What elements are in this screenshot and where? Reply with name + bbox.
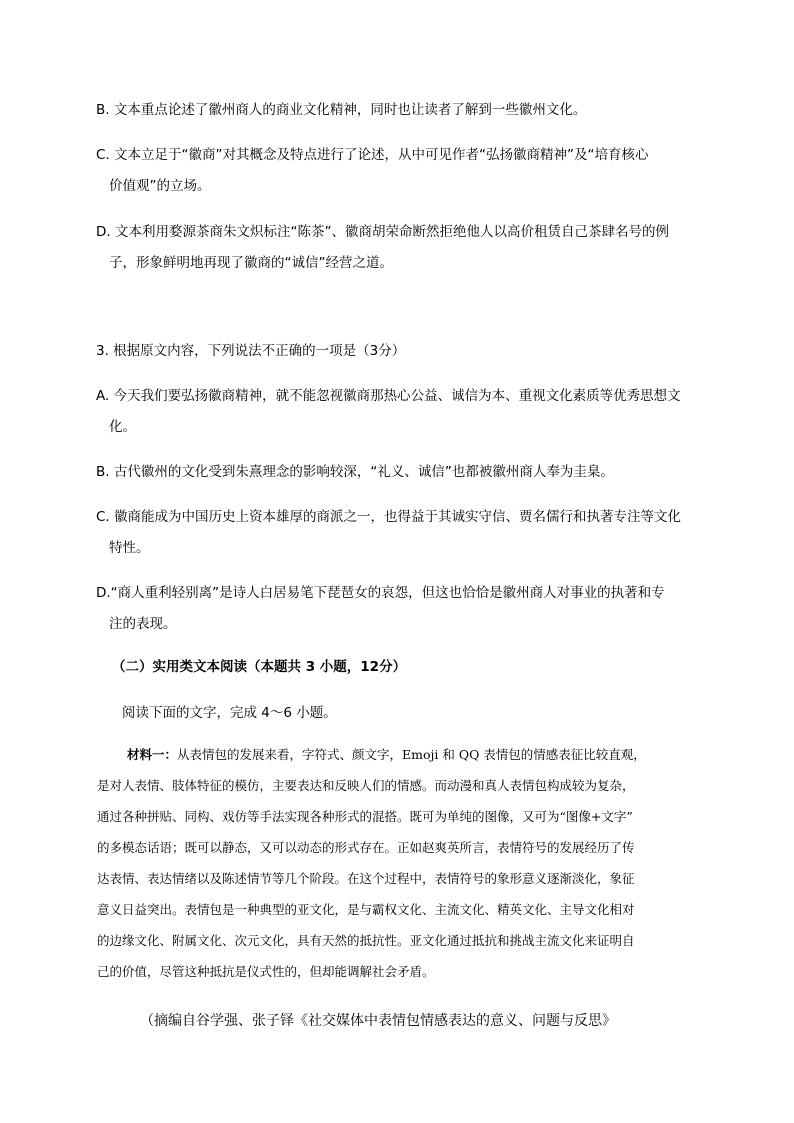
- section-intro: 阅读下面的文字，完成 4～6 小题。: [122, 705, 337, 721]
- section-heading: （二）实用类文本阅读（本题共 3 小题，12分）: [112, 659, 407, 675]
- material-one-source: （摘编自谷学强、张子铎《社交媒体中表情包情感表达的意义、问题与反思》: [140, 1013, 616, 1029]
- q3-option-a-line1: A. 今天我们要弘扬徽商精神，就不能忽视徽商那热心公益、诚信为本、重视文化素质等优秀思想文: [96, 388, 681, 404]
- material-one-line: 达表情、表达情绪以及陈述情节等几个阶段。在这个过程中，表情符号的象形意义逐渐淡化，象征: [97, 871, 635, 886]
- q2-option-c-line2: 价值观”的立场。: [109, 178, 211, 194]
- q2-option-d-line1: D. 文本利用婺源茶商朱文炽标注“陈茶”、徽商胡荣命断然拒绝他人以高价租赁自己茶肆名号的例: [96, 224, 669, 240]
- material-one-line: 的多模态话语；既可以静态，又可以动态的形式存在。正如赵爽英所言，表情符号的发展经历了传: [97, 840, 635, 855]
- q2-option-b: B. 文本重点论述了徽州商人的商业文化精神，同时也让读者了解到一些徽州文化。: [96, 102, 587, 118]
- q3-option-d-line1: D.“商人重利轻别离”是诗人白居易笔下琵琶女的哀怨，但这也恰恰是徽州商人对事业的执著和专: [96, 585, 665, 601]
- q2-option-c-line1: C. 文本立足于“徽商”对其概念及特点进行了论述，从中可见作者“弘扬徽商精神”及“培育核心: [96, 147, 649, 163]
- material-one-line: 意义日益突出。表情包是一种典型的亚文化，是与霸权文化、主流文化、精英文化、主导文化相对: [97, 902, 635, 917]
- q3-stem: 3. 根据原文内容，下列说法不正确的一项是（3分）: [96, 343, 406, 359]
- q3-option-b: B. 古代徽州的文化受到朱熹理念的影响较深，“礼义、诚信”也都被徽州商人奉为圭臬。: [96, 464, 614, 480]
- q3-option-d-line2: 注的表现。: [109, 616, 177, 632]
- material-one-line: 通过各种拼贴、同构、戏仿等手法实现各种形式的混搭。既可为单纯的图像，又可为“图像+文字”: [97, 809, 633, 824]
- material-one-line: 是对人表情、肢体特征的模仿，主要表达和反映人们的情感。而动漫和真人表情包构成较为复杂，: [97, 778, 635, 793]
- q3-option-a-line2: 化。: [109, 419, 136, 435]
- material-one-line: 的边缘文化、附属文化、次元文化，具有天然的抵抗性。亚文化通过抵抗和挑战主流文化来证明自: [97, 933, 635, 948]
- q3-option-c-line1: C. 徽商能成为中国历史上资本雄厚的商派之一，也得益于其诚实守信、贾名儒行和执著专注等文化: [96, 509, 682, 525]
- material-one-label: 材料一：: [127, 747, 178, 762]
- q2-option-d-line2: 子，形象鲜明地再现了徽商的“诚信”经营之道。: [109, 255, 393, 271]
- material-one-line: 从表情包的发展来看，字符式、颜文字，Emoji 和 QQ 表情包的情感表征比较直观，: [177, 747, 646, 762]
- material-one-line: 己的价值，尽管这种抵抗是仪式性的，但却能调解社会矛盾。: [97, 964, 435, 979]
- q3-option-c-line2: 特性。: [109, 540, 150, 556]
